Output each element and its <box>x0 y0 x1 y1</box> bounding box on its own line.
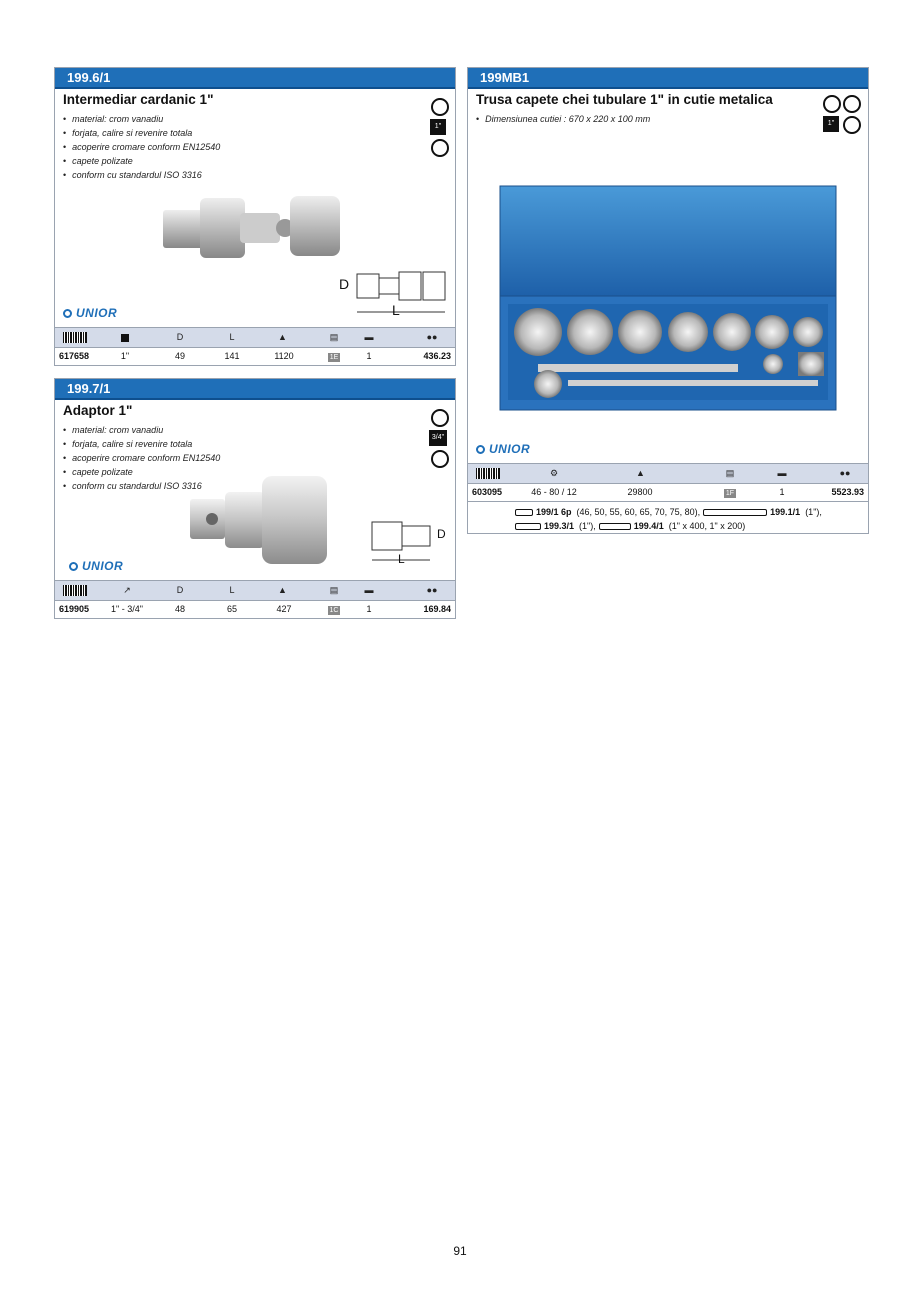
table-header <box>55 327 455 347</box>
adapter-photo <box>190 474 340 569</box>
feature-item: • forjata, calire si revenire totala <box>63 437 220 451</box>
product-card-199-6-1 <box>54 67 456 366</box>
dimension-d-label: D <box>339 276 350 292</box>
universal-joint-photo <box>155 188 355 278</box>
quantity-icon: ▬ <box>364 585 374 595</box>
table-row: 617658 1" 49 141 1120 1E 1 436.23 <box>55 347 455 365</box>
product-code: 199.6/1 <box>55 68 455 89</box>
product-card-199-7-1 <box>54 378 456 619</box>
product-code: 199.7/1 <box>55 379 455 400</box>
product-title: Adaptor 1" <box>63 403 133 418</box>
barcode-icon <box>63 332 87 343</box>
barcode-icon <box>63 585 87 596</box>
table-header <box>468 463 868 483</box>
reduction-arrow-icon: ↗ <box>123 585 131 595</box>
no-impact-icon <box>843 116 861 134</box>
pack-badge: 1E <box>329 354 339 361</box>
feature-item: • conform cu standardul ISO 3316 <box>63 479 220 493</box>
quantity-icon: ▬ <box>777 468 787 478</box>
twelve-point-icon <box>823 95 841 113</box>
table-header <box>55 580 455 600</box>
feature-item: • acoperire cromare conform EN12540 <box>63 451 220 465</box>
tbar-icon <box>515 523 541 530</box>
feature-list <box>476 112 650 126</box>
price: 5523.93 <box>831 487 864 497</box>
square-drive-icon <box>121 334 129 342</box>
feature-item: • capete polizate <box>63 465 220 479</box>
socket-set-case-photo <box>498 184 838 414</box>
drive-size-badge: 3/4" <box>429 430 447 446</box>
article-code: 617658 <box>59 351 90 361</box>
pack-badge: 1C <box>329 607 339 614</box>
unior-logo: UNIOR <box>476 442 530 456</box>
pack-badge: 1F <box>725 490 735 497</box>
unior-logo: UNIOR <box>63 306 117 320</box>
column-d: D <box>176 332 184 342</box>
unior-logo-icon <box>69 562 78 571</box>
package-icon: ▤ <box>329 585 339 595</box>
set-contents-line-1: 199/1 6p (46, 50, 55, 60, 65, 70, 75, 80), 199.1/1 (1"), <box>512 505 822 519</box>
package-icon: ▤ <box>725 468 735 478</box>
feature-item: • material: crom vanadiu <box>63 112 220 126</box>
feature-item: • Dimensiunea cutiei : 670 x 220 x 100 mm <box>476 112 650 126</box>
dimension-drawing <box>368 514 448 569</box>
article-code: 603095 <box>472 487 503 497</box>
socket-icon <box>515 509 533 516</box>
drive-size-badge: 1" <box>823 116 839 132</box>
page-number: 91 <box>453 1244 467 1258</box>
drive-size-badge: 1" <box>430 119 446 135</box>
weight-icon: ▲ <box>278 585 287 595</box>
product-title: Intermediar cardanic 1" <box>63 92 214 107</box>
weight-icon: ▲ <box>636 468 645 478</box>
set-contents-line-2: 199.3/1 (1"), 199.4/1 (1" x 400, 1" x 200) <box>512 519 745 533</box>
unior-logo-icon <box>63 309 72 318</box>
feature-item: • forjata, calire si revenire totala <box>63 126 220 140</box>
table-row: 603095 46 - 80 / 12 29800 1F 1 5523.93 <box>468 483 868 501</box>
coins-icon: ●● <box>426 332 438 342</box>
coins-icon: ●● <box>426 585 438 595</box>
price: 169.84 <box>423 604 451 614</box>
column-d: D <box>176 585 184 595</box>
column-l: L <box>229 332 235 342</box>
square-drive-icon <box>431 409 449 427</box>
dimension-l-label: L <box>398 552 405 566</box>
coins-icon: ●● <box>839 468 851 478</box>
weight-icon: ▲ <box>278 332 287 342</box>
article-code: 619905 <box>59 604 90 614</box>
barcode-icon <box>476 468 500 479</box>
no-impact-icon <box>431 139 449 157</box>
product-code: 199MB1 <box>468 68 868 89</box>
square-drive-icon <box>431 98 449 116</box>
feature-item: • material: crom vanadiu <box>63 423 220 437</box>
unior-logo-icon <box>476 445 485 454</box>
socket-icon: ⚙ <box>549 468 559 478</box>
extension-bar-icon <box>599 523 631 530</box>
table-row: 619905 1" - 3/4" 48 65 427 1C 1 169.84 <box>55 600 455 618</box>
feature-item: • acoperire cromare conform EN12540 <box>63 140 220 154</box>
price: 436.23 <box>423 351 451 361</box>
no-impact-icon <box>431 450 449 468</box>
feature-item: • capete polizate <box>63 154 220 168</box>
quantity-icon: ▬ <box>364 332 374 342</box>
ratchet-icon <box>703 509 767 516</box>
feature-list <box>63 112 220 182</box>
dimension-d-label: D <box>437 527 446 541</box>
column-l: L <box>229 585 235 595</box>
square-drive-icon <box>843 95 861 113</box>
product-card-199mb1 <box>467 67 869 534</box>
dimension-l-label: L <box>392 302 400 318</box>
package-icon: ▤ <box>329 332 339 342</box>
product-title: Trusa capete chei tubulare 1" in cutie metalica <box>476 92 773 107</box>
feature-item: • conform cu standardul ISO 3316 <box>63 168 220 182</box>
unior-logo: UNIOR <box>69 559 123 573</box>
